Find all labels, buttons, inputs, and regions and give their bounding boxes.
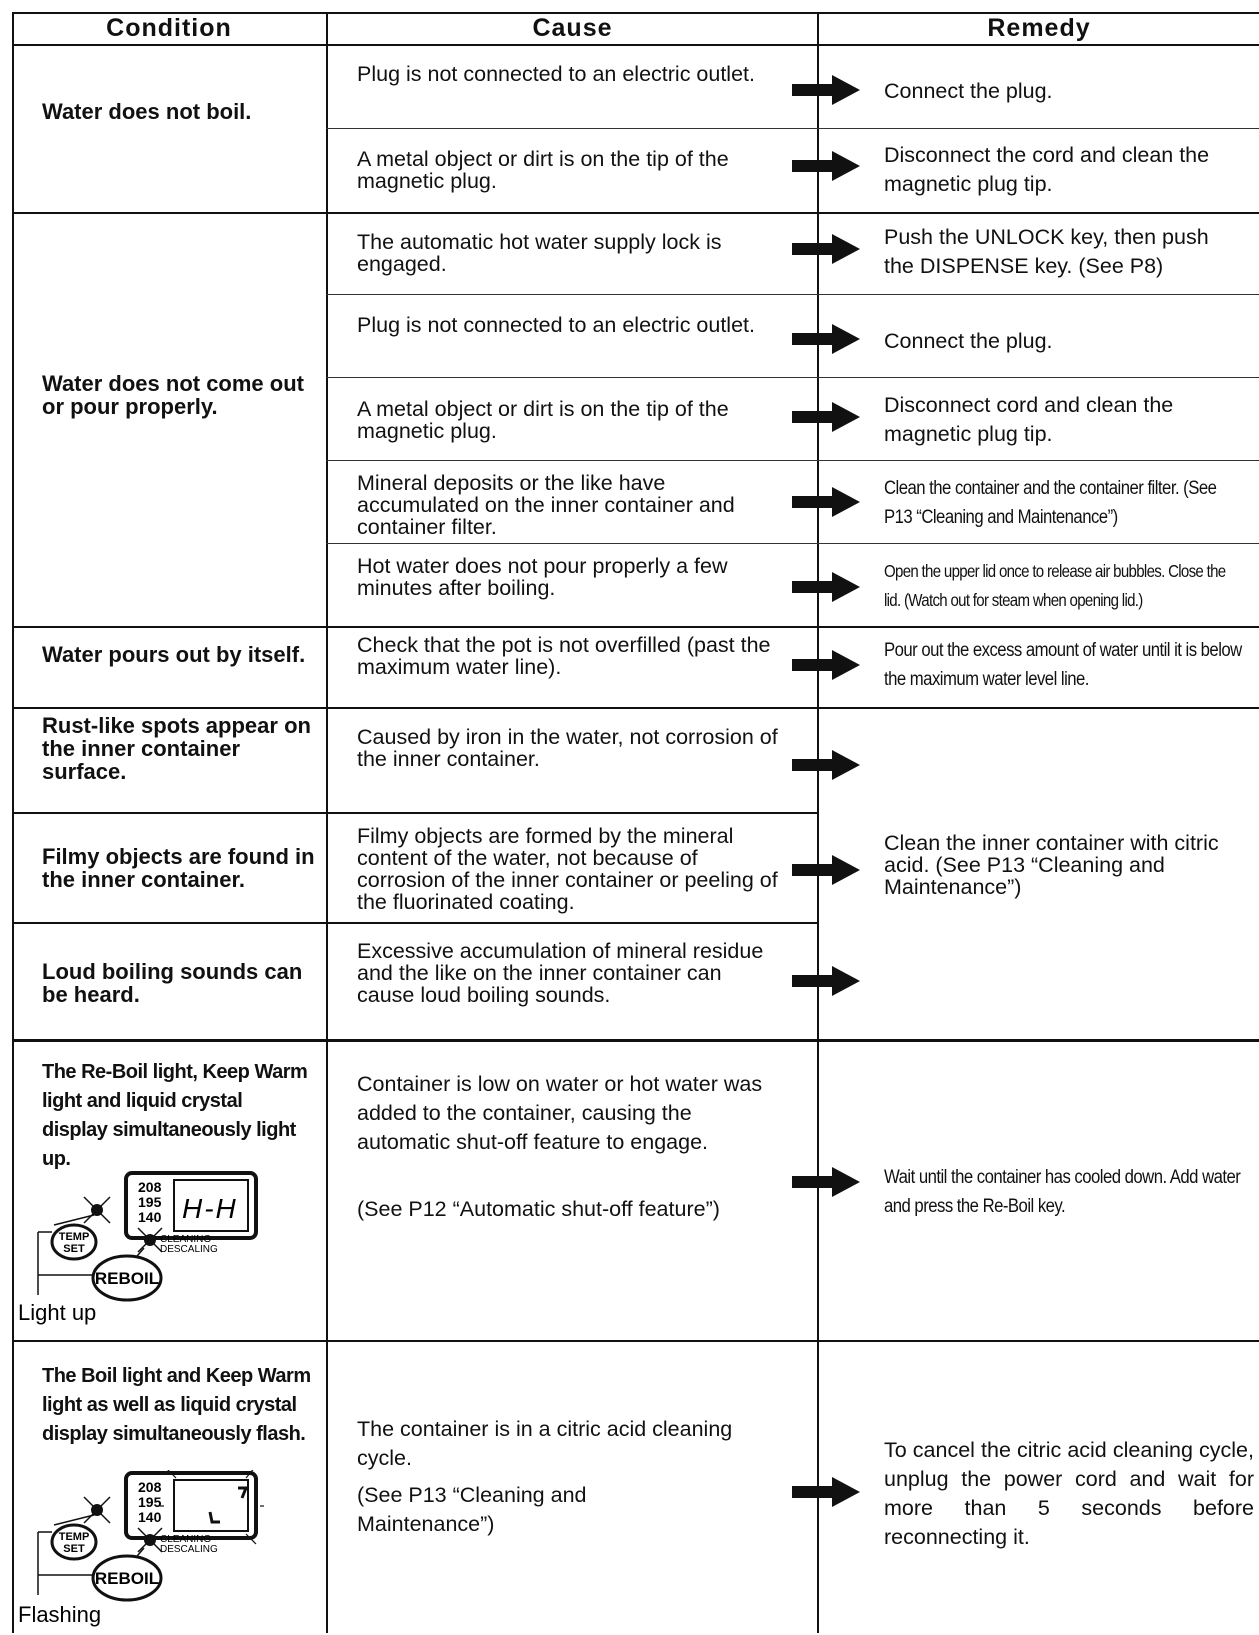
cleaning-label: CLEANING — [160, 1234, 212, 1245]
cleaning-label: CLEANING — [160, 1534, 212, 1545]
remedy-text: Connect the plug. — [884, 329, 1053, 353]
cause-text: Caused by iron in the water, not corrosion of the inner container. — [357, 725, 778, 771]
right-arrow-icon — [792, 151, 860, 181]
cause-text: Container is low on water or hot water was added to the container, causing the automatic shut-off feature to engage. — [357, 1072, 763, 1154]
cause-reference: (See P13 “Cleaning and Maintenance”) — [357, 1483, 587, 1536]
condition-text: Water does not boil. — [42, 99, 252, 124]
row-divider — [12, 922, 819, 924]
condition-text: The Re-Boil light, Keep Warm light and liquid crystal display simultaneously light up. — [42, 1061, 308, 1170]
row-divider — [12, 1039, 1259, 1042]
cause-reference: (See P12 “Automatic shut-off feature”) — [357, 1197, 720, 1221]
row-divider — [12, 707, 1259, 709]
remedy-text: Disconnect cord and clean the magnetic plug tip. — [884, 393, 1174, 446]
right-arrow-icon — [792, 855, 860, 885]
remedy-text: Open the upper lid once to release air bubbles. Close the lid. (Watch out for steam when opening lid.) — [884, 561, 1226, 610]
cause-text: The automatic hot water supply lock is engaged. — [357, 230, 722, 276]
cause-text: A metal object or dirt is on the tip of the magnetic plug. — [357, 147, 729, 193]
row-divider — [326, 294, 1259, 295]
condition-text: Rust-like spots appear on the inner container surface. — [42, 713, 311, 784]
header-bottom-border — [12, 44, 1259, 46]
temp-button-label-1: TEMP — [58, 1531, 90, 1543]
row-divider — [12, 812, 819, 814]
right-arrow-icon — [792, 650, 860, 680]
temp-195: 195 — [138, 1494, 162, 1510]
header-condition: Condition — [106, 14, 232, 42]
right-arrow-icon — [792, 966, 860, 996]
temp-208: 208 — [138, 1479, 162, 1495]
remedy-text: Disconnect the cord and clean the magnetic plug tip. — [884, 143, 1210, 196]
control-panel-diagram-flashing — [14, 1470, 264, 1630]
row-divider — [326, 543, 1259, 544]
row-divider — [326, 377, 1259, 378]
condition-text: Filmy objects are found in the inner container. — [42, 844, 315, 892]
descaling-label: DESCALING — [160, 1244, 218, 1255]
temp-button-label-2: SET — [63, 1243, 85, 1255]
right-arrow-icon — [792, 75, 860, 105]
row-divider — [326, 128, 1259, 129]
header-remedy: Remedy — [987, 14, 1091, 42]
remedy-text: Push the UNLOCK key, then push the DISPENSE key. (See P8) — [884, 225, 1209, 278]
header-cause: Cause — [532, 14, 613, 42]
right-arrow-icon — [792, 572, 860, 602]
remedy-text: Wait until the container has cooled down. Add water and press the Re-Boil key. — [884, 1167, 1241, 1217]
reboil-button-label: REBOIL — [94, 1569, 160, 1588]
right-arrow-icon — [792, 402, 860, 432]
temp-140: 140 — [138, 1209, 162, 1225]
row-divider — [326, 460, 1259, 461]
cause-text: Hot water does not pour properly a few minutes after boiling. — [357, 554, 728, 600]
column-divider-1 — [326, 12, 328, 1633]
cause-text: The container is in a citric acid cleaning cycle. — [357, 1417, 733, 1470]
panel-illustration — [14, 1470, 264, 1630]
condition-text: Water does not come out or pour properly. — [42, 371, 304, 419]
row-divider — [12, 212, 1259, 214]
remedy-text: Clean the container and the container filter. (See P13 “Cleaning and Maintenance”) — [884, 478, 1217, 528]
cause-text: Mineral deposits or the like have accumulated on the inner container and container filter. — [357, 471, 735, 539]
condition-text: The Boil light and Keep Warm light as well as liquid crystal display simultaneously flash. — [42, 1365, 311, 1445]
temp-button-label-2: SET — [63, 1543, 85, 1555]
condition-text: Loud boiling sounds can be heard. — [42, 959, 303, 1007]
right-arrow-icon — [792, 750, 860, 780]
temp-208: 208 — [138, 1179, 162, 1195]
temp-140: 140 — [138, 1509, 162, 1525]
cause-text: A metal object or dirt is on the tip of the magnetic plug. — [357, 397, 729, 443]
lcd-readout: H-H — [182, 1193, 238, 1224]
cause-text: Filmy objects are formed by the mineral content of the water, not because of corrosion of the inner container or peeling of the fluorinated coating. — [357, 824, 778, 914]
right-arrow-icon — [792, 1477, 860, 1507]
remedy-text: Pour out the excess amount of water until it is below the maximum water level line. — [884, 640, 1242, 690]
cause-text: Plug is not connected to an electric outlet. — [357, 313, 755, 337]
diagram-caption: Light up — [18, 1300, 97, 1325]
temp-195: 195 — [138, 1194, 162, 1210]
row-divider — [12, 626, 1259, 628]
cause-text: Excessive accumulation of mineral residue and the like on the inner container can cause loud boiling sounds. — [357, 939, 764, 1007]
descaling-label: DESCALING — [160, 1544, 218, 1555]
row-divider — [12, 1340, 1259, 1342]
right-arrow-icon — [792, 487, 860, 517]
right-arrow-icon — [792, 324, 860, 354]
reboil-button-label: REBOIL — [94, 1269, 160, 1288]
right-arrow-icon — [792, 1167, 860, 1197]
diagram-caption: Flashing — [18, 1602, 102, 1627]
condition-text: Water pours out by itself. — [42, 642, 306, 667]
panel-illustration — [14, 1170, 264, 1330]
shared-remedy-text: Clean the inner container with citric acid. (See P13 “Cleaning and Maintenance”) — [884, 831, 1219, 899]
left-border — [12, 12, 14, 1633]
cause-text: Check that the pot is not overfilled (past the maximum water line). — [357, 633, 771, 679]
remedy-text: Connect the plug. — [884, 79, 1053, 103]
right-arrow-icon — [792, 234, 860, 264]
cause-text: Plug is not connected to an electric outlet. — [357, 62, 755, 86]
remedy-text: To cancel the citric acid cleaning cycle, unplug the power cord and wait for more than 5 seconds before reconnecting it. — [884, 1438, 1254, 1549]
temp-button-label-1: TEMP — [58, 1231, 90, 1243]
control-panel-diagram-light-up — [14, 1170, 264, 1330]
